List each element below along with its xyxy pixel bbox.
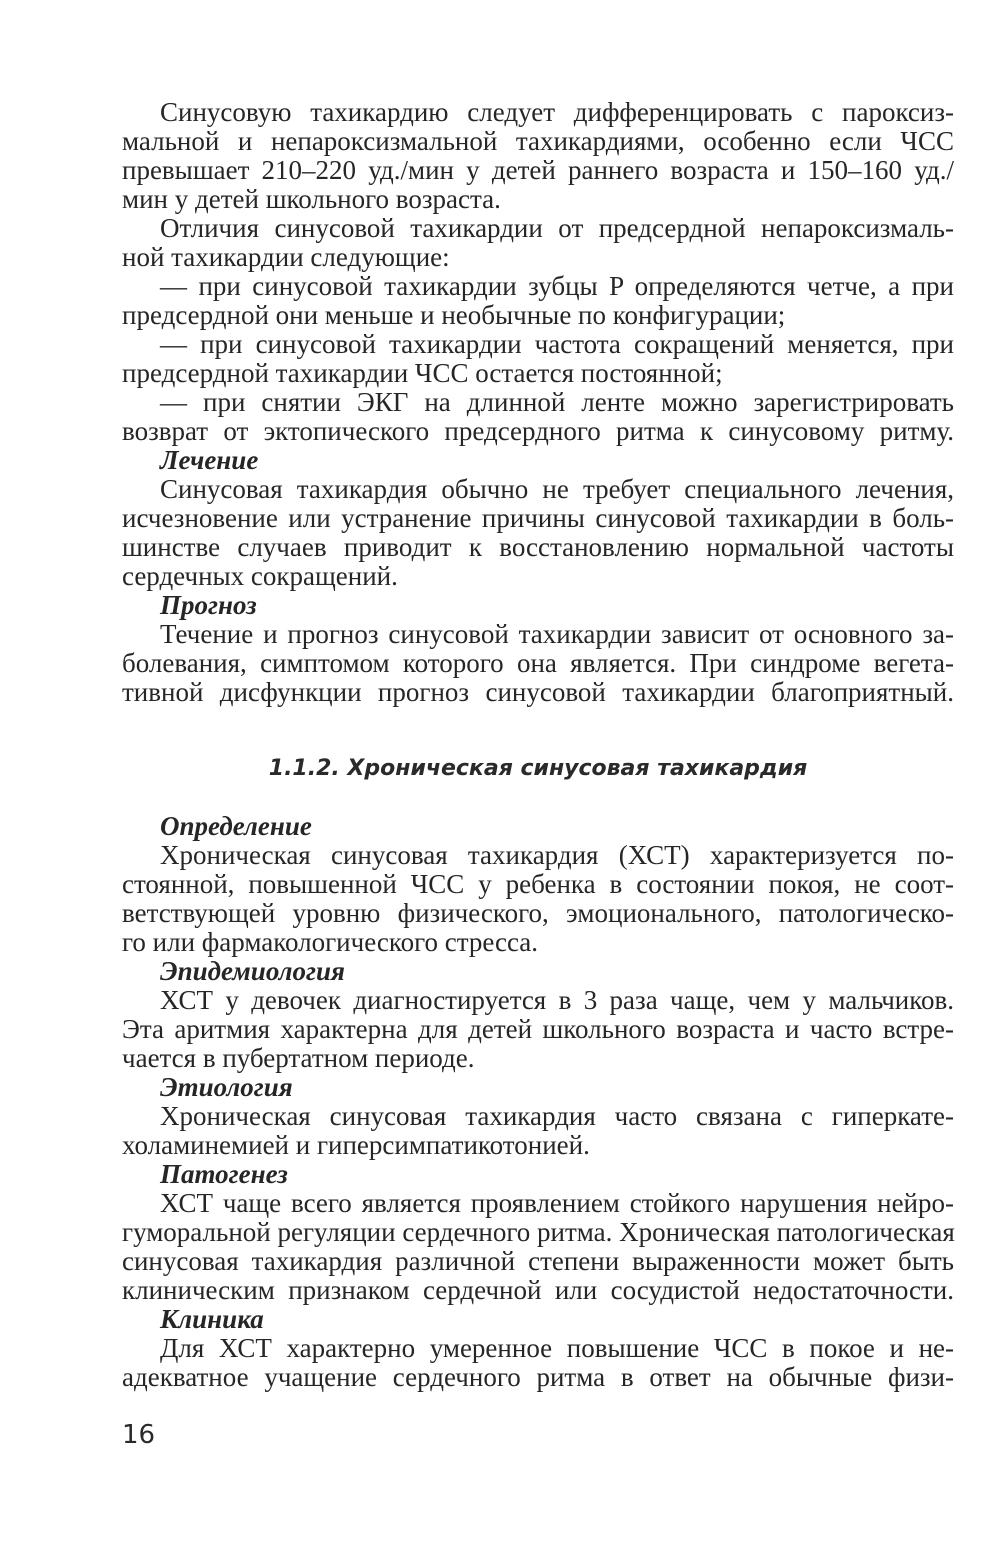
list-item-line: предсердной тахикардии ЧСС остается постоянной; xyxy=(122,358,723,388)
paragraph-line: го или фармакологического стресса. xyxy=(122,927,539,957)
list-item-line: — при снятии ЭКГ на длинной ленте можно зарегистрировать xyxy=(160,387,954,417)
subheading-definition: Определение xyxy=(160,811,312,841)
paragraph-line: Эта аритмия характерна для детей школьного возраста и часто встре- xyxy=(122,1014,954,1044)
section-chronic-sinus-tachycardia xyxy=(122,812,954,1392)
paragraph-line: сердечных сокращений. xyxy=(122,561,398,591)
paragraph-line: исчезновение или устранение причины синусовой тахикардии в боль- xyxy=(122,503,954,533)
paragraph-line: ХСТ чаще всего является проявлением стойкого нарушения нейро- xyxy=(160,1188,954,1218)
subheading-clinic: Клиника xyxy=(160,1304,264,1334)
subheading-etiology: Этиология xyxy=(160,1072,293,1102)
section-title: 1.1.2. Хроническая синусовая тахикардия xyxy=(268,756,808,781)
paragraph-line: шинстве случаев приводит к восстановлению нормальной частоты xyxy=(122,532,954,562)
paragraph-line: Отличия синусовой тахикардии от предсердной непароксизмаль- xyxy=(160,213,954,243)
paragraph-line: болевания, симптомом которого она является. При синдроме вегета- xyxy=(122,648,954,678)
section-sinus-tachycardia-continuation xyxy=(122,98,954,707)
paragraph-line: Для ХСТ характерно умеренное повышение ЧСС в покое и не- xyxy=(160,1333,954,1363)
paragraph-line: Хроническая синусовая тахикардия часто связана с гиперкате- xyxy=(160,1101,954,1131)
paragraph-line: Синусовую тахикардию следует дифференцировать с пароксиз- xyxy=(160,97,954,127)
paragraph-line: ной тахикардии следующие: xyxy=(122,242,450,272)
paragraph-line: ветствующей уровню физического, эмоционального, патологическо- xyxy=(122,898,954,928)
paragraph-line: превышает 210–220 уд./мин у детей раннего возраста и 150–160 уд./ xyxy=(122,155,954,185)
paragraph-line: мин у детей школьного возраста. xyxy=(122,184,501,214)
subheading-prognosis: Прогноз xyxy=(160,590,257,620)
paragraph-line: клиническим признаком сердечной или сосудистой недостаточности. xyxy=(122,1275,954,1305)
paragraph-line: тивной дисфункции прогноз синусовой тахикардии благоприятный. xyxy=(122,677,954,707)
list-item-line: предсердной они меньше и необычные по конфигурации; xyxy=(122,300,786,330)
paragraph-line: Течение и прогноз синусовой тахикардии зависит от основного за- xyxy=(160,619,954,649)
paragraph-line: чается в пубертатном периоде. xyxy=(122,1043,475,1073)
list-item-line: — при синусовой тахикардии частота сокращений меняется, при xyxy=(160,329,954,359)
paragraph-line: стоянной, повышенной ЧСС у ребенка в состоянии покоя, не соот- xyxy=(122,869,954,899)
paragraph-line: мальной и непароксизмальной тахикардиями, особенно если ЧСС xyxy=(122,126,954,156)
list-item-line: — при синусовой тахикардии зубцы P определяются четче, а при xyxy=(160,271,954,301)
page-number: 16 xyxy=(122,1420,156,1450)
subheading-treatment: Лечение xyxy=(160,445,259,475)
subheading-epidemiology: Эпидемиология xyxy=(160,956,345,986)
paragraph-line: Хроническая синусовая тахикардия (ХСТ) характеризуется по- xyxy=(160,840,954,870)
paragraph-line: Синусовая тахикардия обычно не требует специального лечения, xyxy=(160,474,954,504)
subheading-pathogenesis: Патогенез xyxy=(160,1159,288,1189)
paragraph-line: адекватное учащение сердечного ритма в ответ на обычные физи- xyxy=(122,1362,954,1392)
paragraph-line: синусовая тахикардия различной степени выраженности может быть xyxy=(122,1246,954,1276)
list-item-line: возврат от эктопического предсердного ритма к синусовому ритму. xyxy=(122,416,954,446)
paragraph-line: гуморальной регуляции сердечного ритма. Хроническая патологическая xyxy=(122,1217,955,1247)
paragraph-line: холаминемией и гиперсимпатикотонией. xyxy=(122,1130,590,1160)
paragraph-line: ХСТ у девочек диагностируется в 3 раза чаще, чем у мальчиков. xyxy=(160,985,954,1015)
